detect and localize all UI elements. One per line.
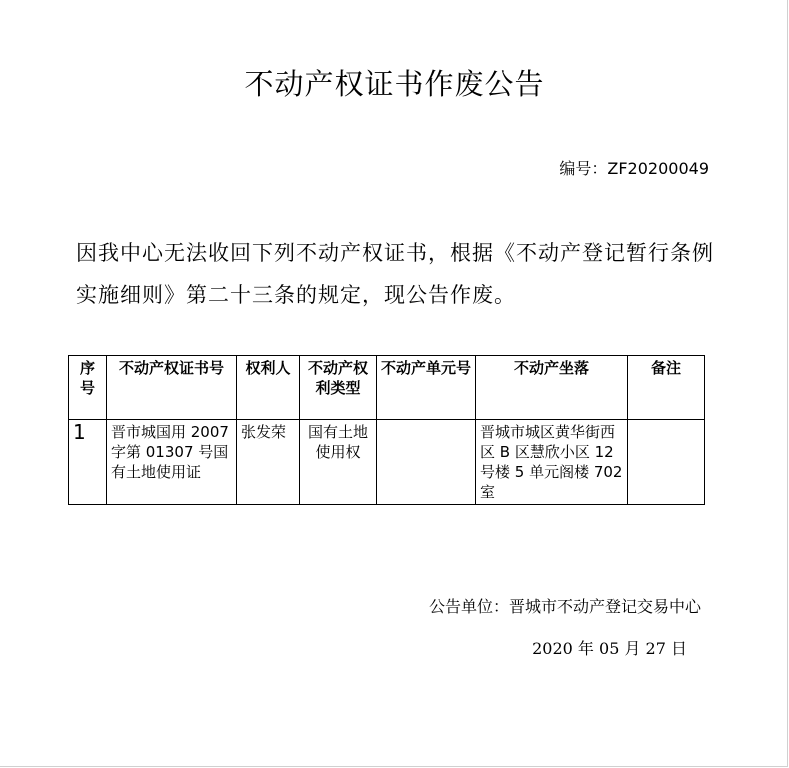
cell-unit-number [377, 420, 476, 505]
table-header-row [69, 356, 705, 420]
notice-title: 不动产权证书作废公告 [244, 67, 545, 101]
header-location: 不动产坐落 [476, 356, 628, 420]
cell-certificate: 晋市城国用 2007 字第 01307 号国有土地使用证 [107, 420, 237, 505]
header-unit-number: 不动产单元号 [377, 356, 476, 420]
header-right-type: 不动产权利类型 [300, 356, 377, 420]
cell-remarks [628, 420, 705, 505]
cell-right-type: 国有土地使用权 [300, 420, 377, 505]
notice-body: 因我中心无法收回下列不动产权证书，根据《不动产登记暂行条例实施细则》第二十三条的规定，现公告作废。 [76, 241, 714, 307]
cell-index: 1 [69, 420, 107, 505]
header-owner: 权利人 [237, 356, 300, 420]
table-row [69, 420, 705, 505]
header-certificate: 不动产权证书号 [107, 356, 237, 420]
issuing-unit: 公告单位：晋城市不动产登记交易中心 [428, 597, 701, 616]
voided-certificates-table [68, 355, 705, 505]
header-remarks: 备注 [628, 356, 705, 420]
header-index: 序号 [69, 356, 107, 420]
issue-date: 2020 年 05 月 27 日 [532, 639, 687, 658]
cell-location: 晋城市城区黄华街西区 B 区慧欣小区 12 号楼 5 单元阁楼 702 室 [476, 420, 628, 505]
cell-owner: 张发荣 [237, 420, 300, 505]
document-number: 编号：ZF20200049 [559, 159, 709, 178]
